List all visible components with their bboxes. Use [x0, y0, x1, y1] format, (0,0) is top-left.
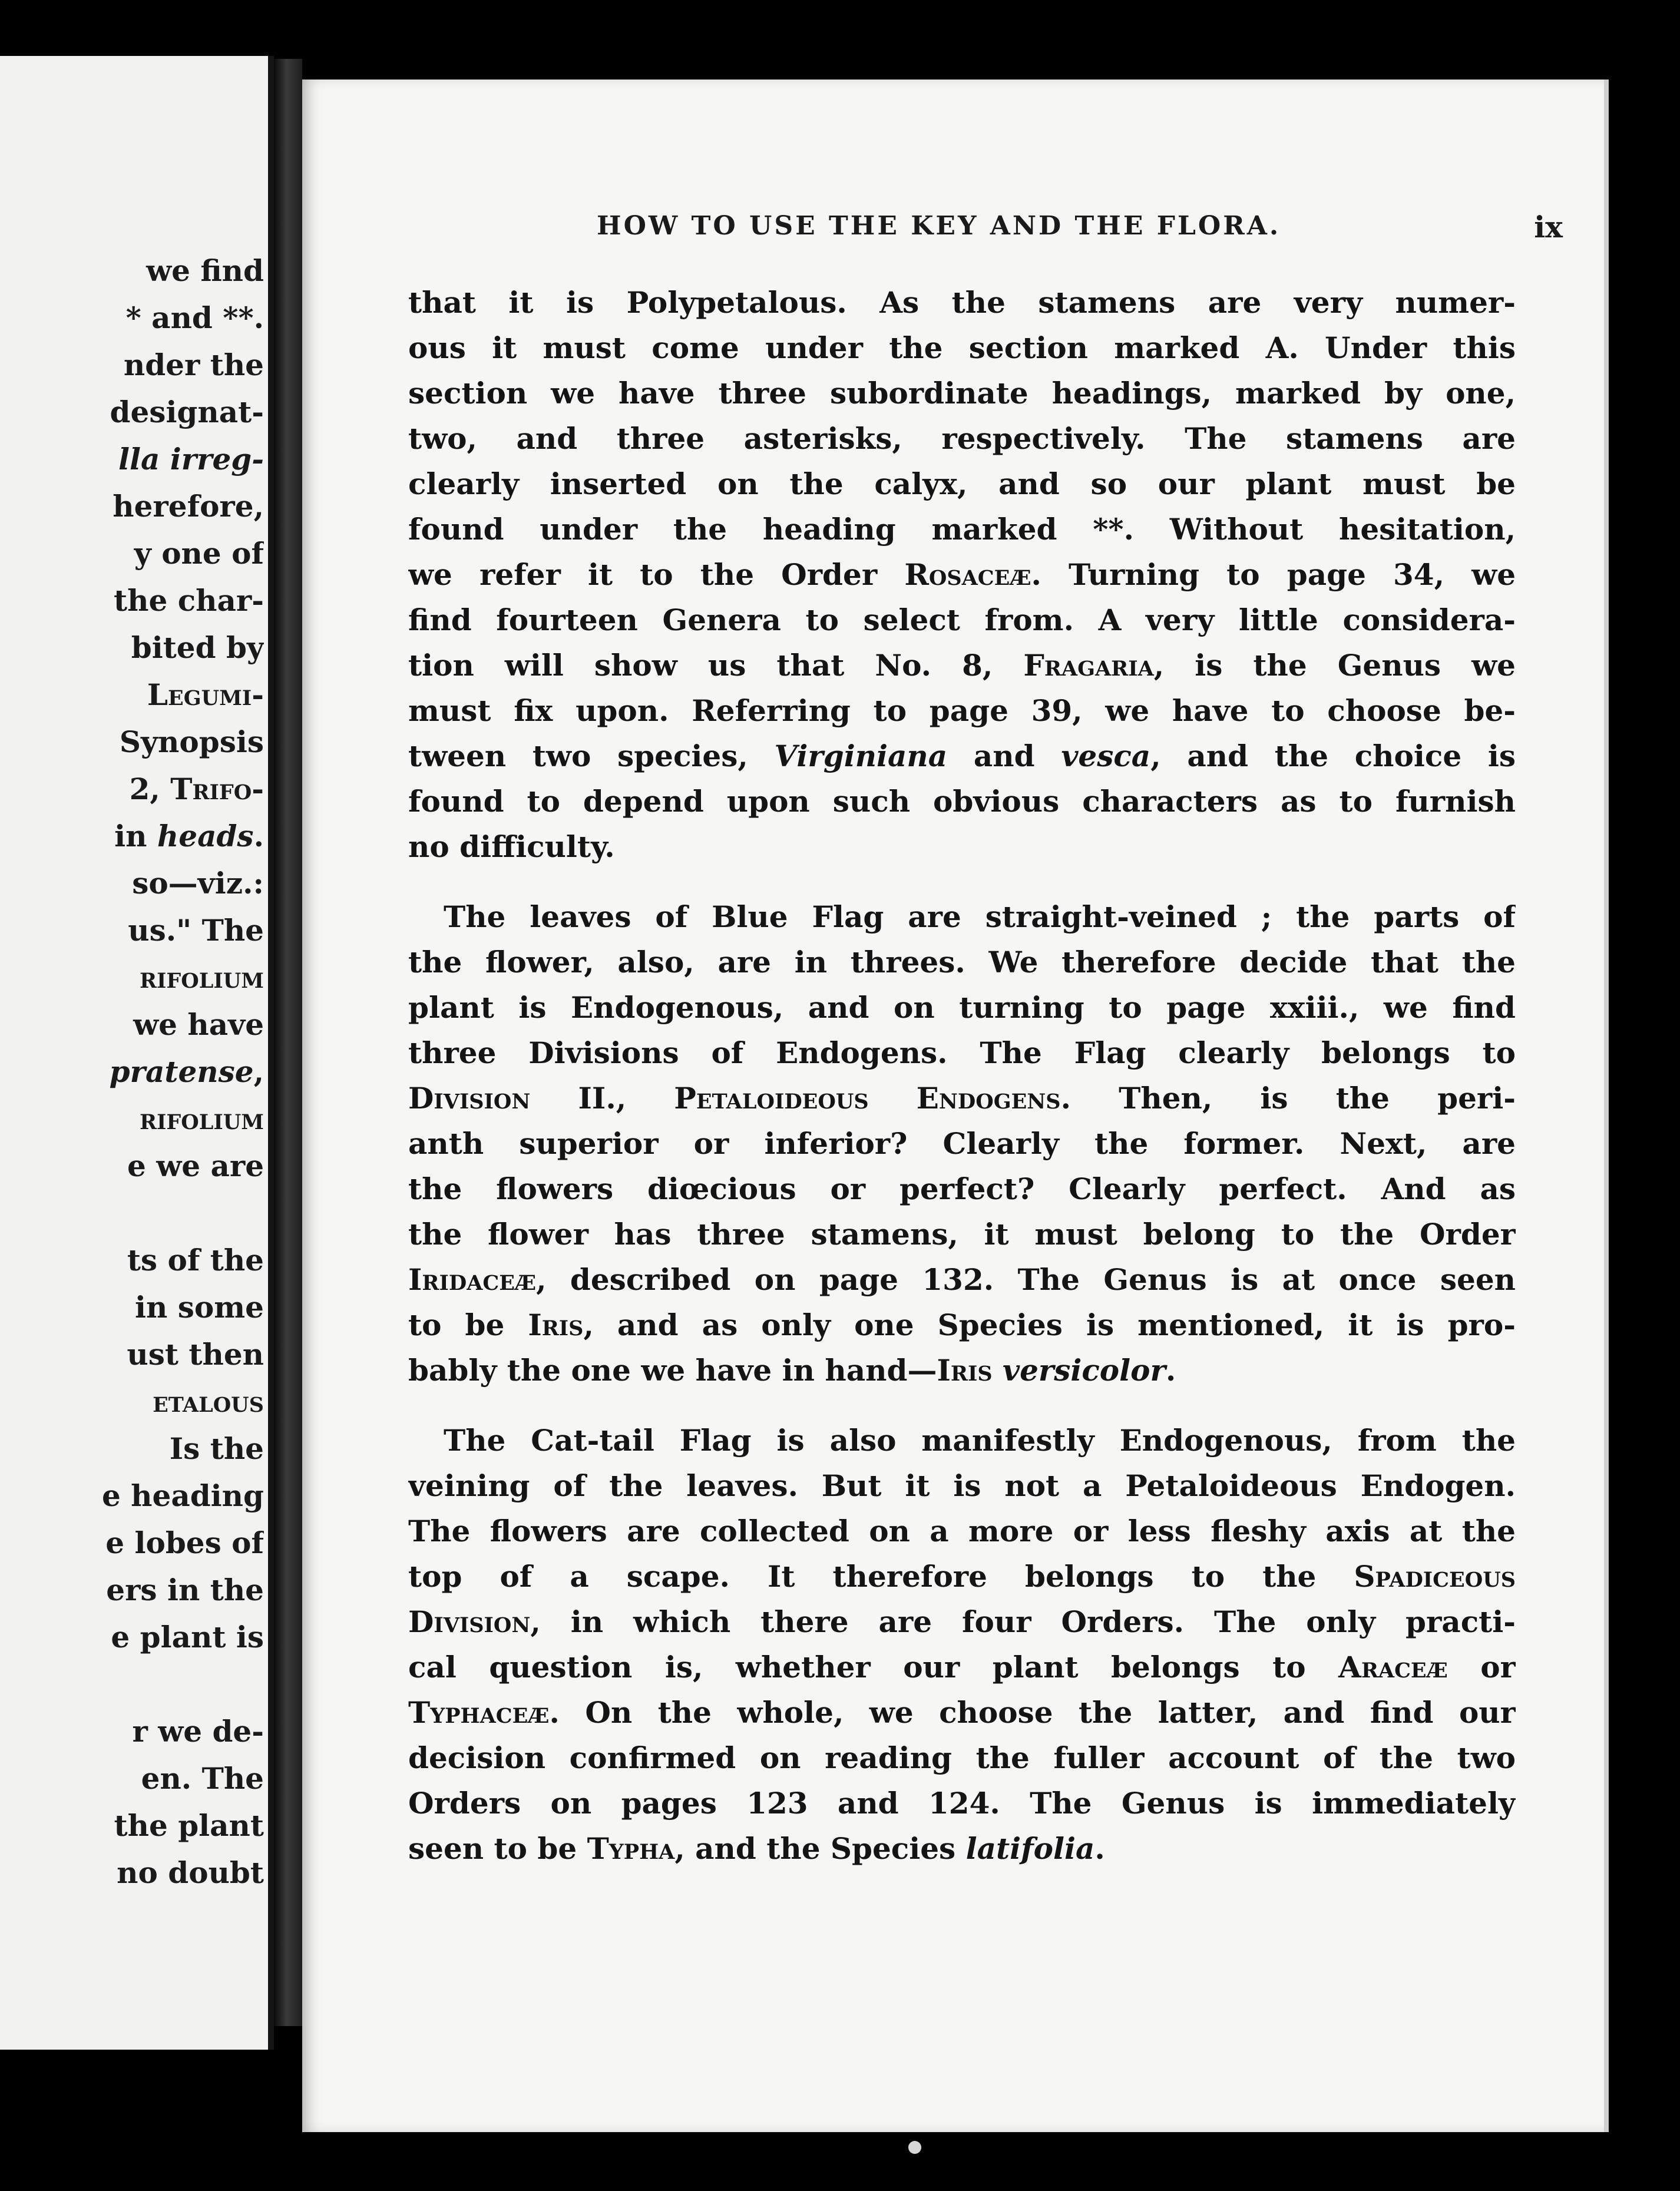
facing-page-text [0, 247, 264, 1897]
text-line: veining of the leaves. But it is not a Petaloideous Endogen. [408, 1468, 1516, 1503]
text-line: no difficulty. [408, 829, 615, 864]
text-line: tion will show us that No. 8, Fragaria, is the Genus we [408, 648, 1516, 683]
running-head: HOW TO USE THE KEY AND THE FLORA. [597, 211, 1281, 241]
facing-page-line: the char- [114, 583, 264, 618]
text-line: Typhaceæ. On the whole, we choose the latter, and find our [408, 1695, 1516, 1730]
facing-page-line: * and **. [125, 300, 264, 335]
text-line: Iridaceæ, described on page 132. The Genus is at once seen [408, 1262, 1516, 1297]
facing-page-line: nder the [123, 347, 264, 382]
facing-page-line: e heading [101, 1478, 264, 1513]
book-page [302, 80, 1609, 2132]
text-line: that it is Polypetalous. As the stamens are very numer- [408, 285, 1516, 320]
facing-page-line: bited by [131, 630, 264, 665]
paper-speck [908, 2141, 921, 2154]
facing-page-line: pratense, [109, 1054, 264, 1089]
facing-page-line: y one of [134, 536, 264, 571]
text-line: Division, in which there are four Orders. The only practi- [408, 1604, 1516, 1639]
facing-page-line: rifolium [139, 960, 264, 995]
facing-page-line: us." The [128, 913, 264, 948]
facing-page-line: e we are [127, 1149, 264, 1183]
facing-page-line: ts of the [127, 1243, 264, 1277]
paragraph [408, 894, 1516, 1393]
facing-page-line: in heads. [114, 819, 264, 853]
facing-page-line: Is the [169, 1431, 264, 1466]
facing-page-line: 2, Trifo- [129, 772, 264, 806]
facing-page-line: r we de- [132, 1714, 264, 1749]
facing-page-line: so—viz.: [132, 866, 264, 901]
facing-page-line: the plant [114, 1808, 264, 1843]
paragraph [408, 1418, 1516, 1871]
text-line: three Divisions of Endogens. The Flag clearly belongs to [408, 1035, 1516, 1070]
text-line: The Cat-tail Flag is also manifestly Endogenous, from the [444, 1423, 1516, 1458]
facing-page-line: lla irreg- [118, 442, 264, 476]
page-number: ix [1534, 210, 1563, 244]
facing-page-line: we have [133, 1007, 264, 1042]
text-line: the flower has three stamens, it must belong to the Order [408, 1217, 1516, 1252]
book-gutter [274, 59, 302, 2026]
facing-page-line: designat- [110, 395, 264, 429]
text-line: Orders on pages 123 and 124. The Genus is immediately [408, 1786, 1516, 1821]
facing-page-line: etalous [153, 1384, 264, 1419]
facing-page-line: ust then [127, 1337, 264, 1372]
facing-page-line: en. The [141, 1761, 264, 1796]
facing-page-line: in some [135, 1290, 264, 1325]
text-line: seen to be Typha, and the Species latifolia. [408, 1831, 1105, 1866]
text-line: we refer it to the Order Rosaceæ. Turning to page 34, we [408, 557, 1516, 592]
text-line: the flower, also, are in threes. We therefore decide that the [408, 945, 1516, 979]
text-line: anth superior or inferior? Clearly the former. Next, are [408, 1126, 1516, 1161]
facing-page-line: e plant is [111, 1620, 264, 1654]
text-line: cal question is, whether our plant belongs to Araceæ or [408, 1650, 1516, 1684]
facing-page-line: rifolium [139, 1101, 264, 1136]
text-line: decision confirmed on reading the fuller account of the two [408, 1740, 1516, 1775]
text-line: the flowers diœcious or perfect? Clearly perfect. And as [408, 1171, 1516, 1206]
text-line: to be Iris, and as only one Species is mentioned, it is pro- [408, 1308, 1516, 1342]
facing-page-line [0, 1190, 264, 1237]
text-line: top of a scape. It therefore belongs to the Spadiceous [408, 1559, 1516, 1594]
text-line: bably the one we have in hand—Iris versicolor. [408, 1353, 1176, 1388]
text-line: two, and three asterisks, respectively. The stamens are [408, 421, 1516, 456]
facing-page-line: no doubt [117, 1855, 264, 1890]
text-line: found under the heading marked **. Without hesitation, [408, 512, 1516, 547]
facing-page-line: herefore, [113, 489, 264, 524]
text-line: tween two species, Virginiana and vesca, and the choice is [408, 739, 1516, 773]
text-line: The leaves of Blue Flag are straight-veined ; the parts of [444, 899, 1516, 934]
text-line: ous it must come under the section marked A. Under this [408, 330, 1516, 365]
text-line: find fourteen Genera to select from. A very little considera- [408, 603, 1516, 637]
body-text [408, 280, 1516, 1871]
text-line: found to depend upon such obvious characters as to furnish [408, 784, 1516, 819]
text-line: must fix upon. Referring to page 39, we have to choose be- [408, 693, 1516, 728]
facing-page-line: we find [146, 253, 264, 288]
text-line: Division II., Petaloideous Endogens. Then, is the peri- [408, 1081, 1516, 1116]
facing-page-line: Synopsis [119, 724, 264, 759]
text-line: The flowers are collected on a more or less fleshy axis at the [408, 1514, 1516, 1548]
text-line: section we have three subordinate headings, marked by one, [408, 376, 1516, 411]
paragraph [408, 280, 1516, 869]
facing-page-line: ers in the [106, 1573, 264, 1607]
facing-page-line [0, 1661, 264, 1708]
facing-page [0, 56, 274, 2050]
text-line: plant is Endogenous, and on turning to page xxiii., we find [408, 990, 1516, 1025]
text-line: clearly inserted on the calyx, and so our plant must be [408, 466, 1516, 501]
facing-page-line: Legumi- [147, 677, 264, 712]
facing-page-line: e lobes of [105, 1525, 264, 1560]
